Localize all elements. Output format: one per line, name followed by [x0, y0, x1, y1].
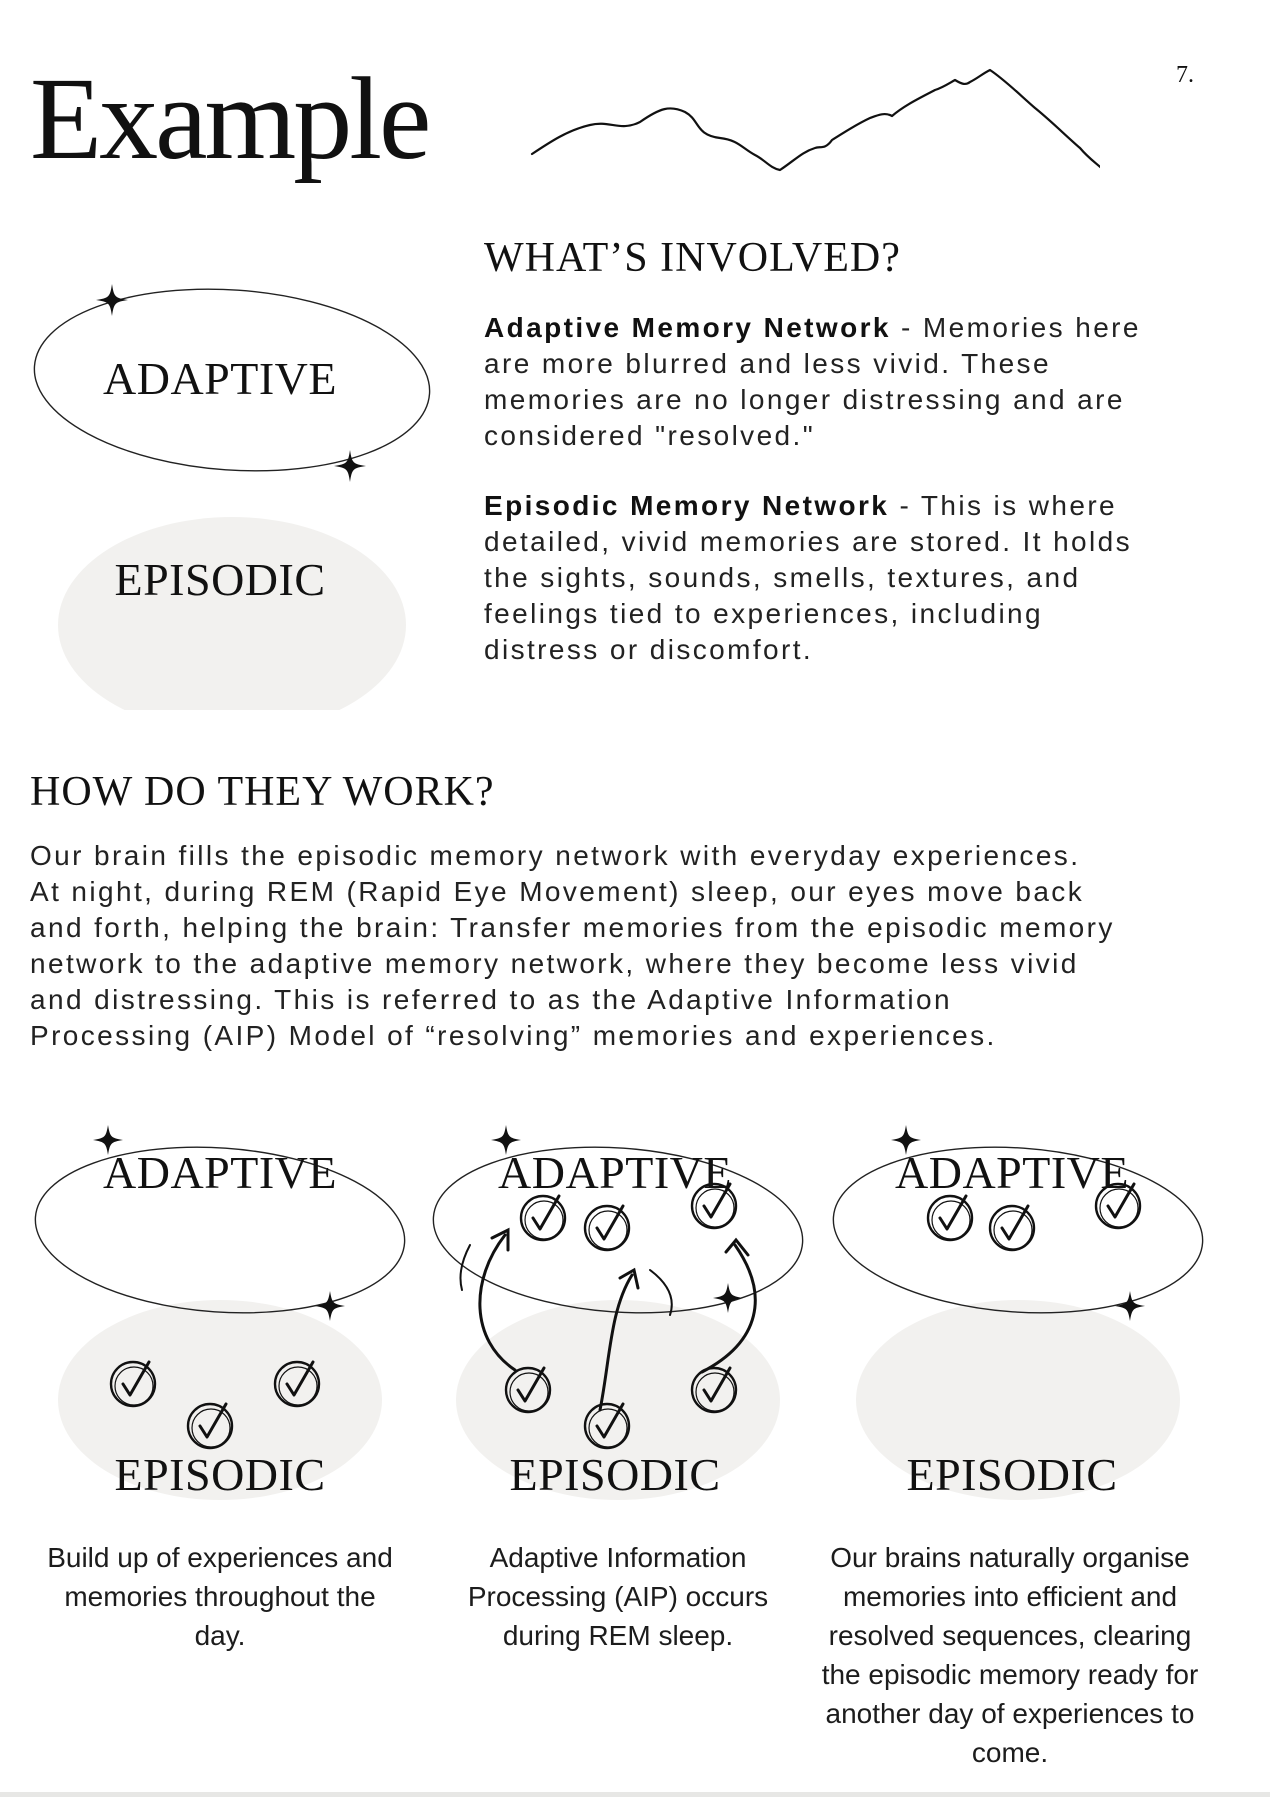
stage-1-caption: Build up of experiences and memories throughout the day. [47, 1542, 393, 1651]
stage-2-caption: Adaptive Information Processing (AIP) occurs during REM sleep. [467, 1542, 769, 1651]
adaptive-description: Adaptive Memory Network - Memories here are more blurred and less vivid. These memories are no longer distressing and are considered "resolved." [484, 312, 1141, 451]
whats-involved-heading: WHAT’S INVOLVED? [484, 235, 901, 281]
sparkle-star-icon [1115, 1291, 1145, 1321]
stage-3-adaptive-label: ADAPTIVE [895, 1147, 1129, 1198]
episodic-label: EPISODIC [114, 554, 326, 605]
adaptive-label: ADAPTIVE [103, 353, 337, 404]
memory-networks-diagram [20, 270, 440, 710]
how-do-they-work-heading: HOW DO THEY WORK? [30, 769, 495, 815]
stage-1-episodic-label: EPISODIC [114, 1449, 326, 1500]
check-circle-icon [928, 1196, 972, 1240]
page-number: 7. [1176, 62, 1194, 88]
check-circle-icon [990, 1206, 1034, 1250]
page-title: Example [30, 53, 429, 184]
page-bottom-divider [0, 1792, 1270, 1797]
stage-3-episodic-label: EPISODIC [906, 1449, 1118, 1500]
sparkle-star-icon [315, 1291, 345, 1321]
mountain-line-icon [520, 60, 1100, 190]
adaptive-term: Adaptive Memory Network [484, 312, 891, 343]
stage-1-adaptive-label: ADAPTIVE [103, 1147, 337, 1198]
sparkle-star-icon [713, 1283, 743, 1313]
episodic-description: Episodic Memory Network - This is where detailed, vivid memories are stored. It holds the sights, sounds, smells, textures, and feelings tied to experiences, including distress or discomfort. [484, 490, 1133, 665]
check-circle-icon [585, 1206, 629, 1250]
episodic-oval [58, 517, 406, 710]
stage-2-episodic-label: EPISODIC [509, 1449, 721, 1500]
check-circle-icon [521, 1196, 565, 1240]
stage-3-caption: Our brains naturally organise memories into efficient and resolved sequences, clearing the episodic memory ready for another day of experiences to come. [821, 1542, 1199, 1768]
stage-2-adaptive-label: ADAPTIVE [498, 1147, 732, 1198]
how-paragraph: Our brain fills the episodic memory network with everyday experiences. At night, during REM (Rapid Eye Movement) sleep, our eyes move back and forth, helping the brain: Transfer memories from the episodic memory network to the adaptive memory network, where they become less vivid and distressing. This is referred to as the Adaptive Information Processing (AIP) Model of “resolving” memories and experiences. [30, 840, 1115, 1051]
sparkle-star-icon [96, 284, 128, 316]
episodic-term: Episodic Memory Network [484, 490, 890, 521]
